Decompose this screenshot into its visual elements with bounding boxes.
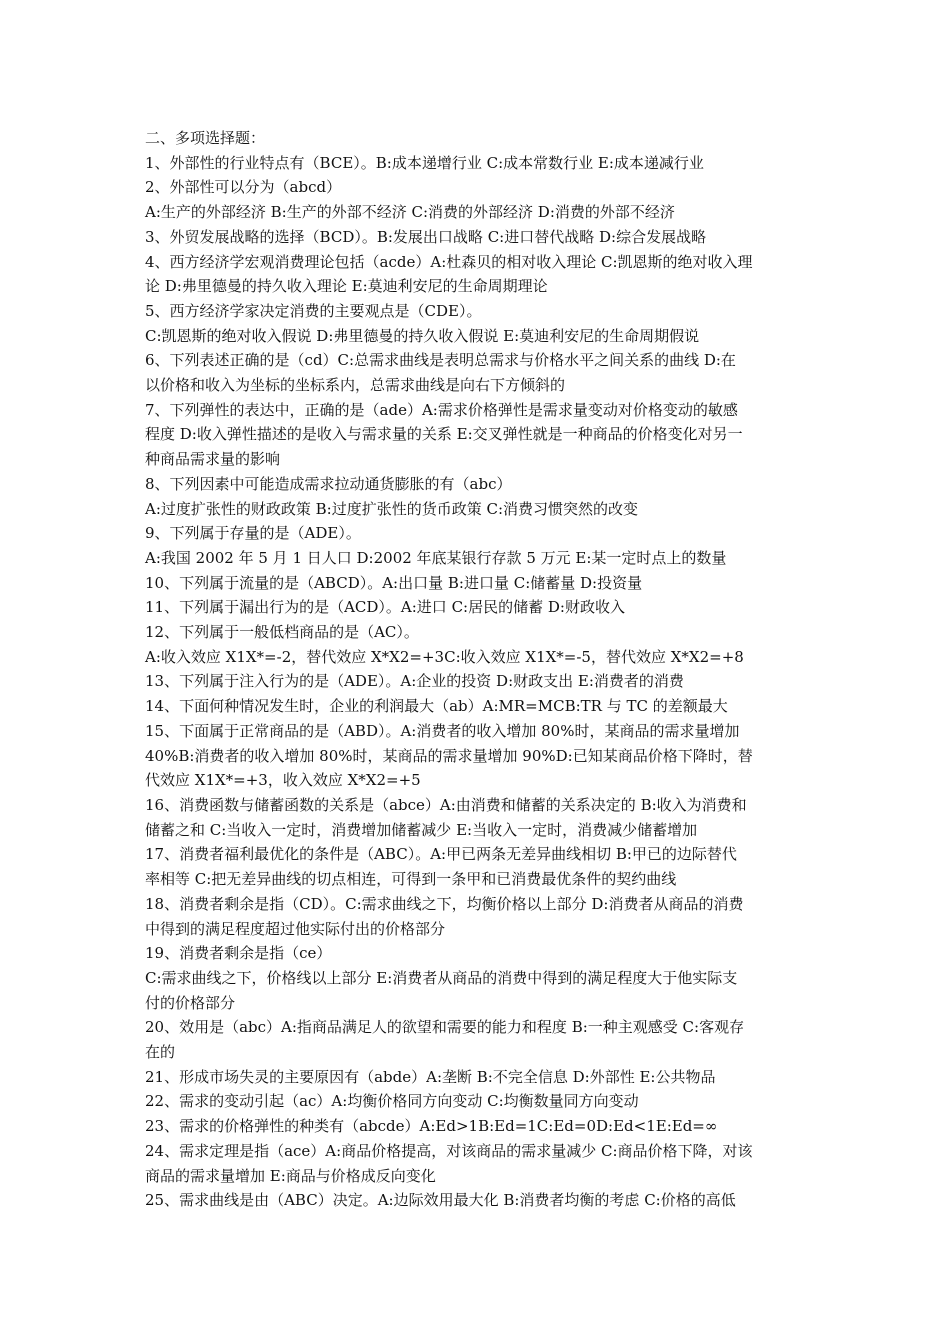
text-line: 20、效用是（abc）A:指商品满足人的欲望和需要的能力和程度 B:一种主观感受 C:客观存 xyxy=(145,1018,745,1037)
text-line: 21、形成市场失灵的主要原因有（abde）A:垄断 B:不完全信息 D:外部性 E:公共物品 xyxy=(145,1067,716,1086)
text-line: 17、消费者福利最优化的条件是（ABC）。A:甲已两条无差异曲线相切 B:甲已的边际替代 xyxy=(145,845,737,864)
text-line: 23、需求的价格弹性的种类有（abcde）A:Ed>1B:Ed=1C:Ed=0D:Ed<1E:Ed=∞ xyxy=(145,1117,718,1136)
text-line: 1、外部性的行业特点有（BCE）。B:成本递增行业 C:成本常数行业 E:成本递减行业 xyxy=(145,153,704,172)
text-line: 13、下列属于注入行为的是（ADE）。A:企业的投资 D:财政支出 E:消费者的消费 xyxy=(145,672,684,691)
text-line: 16、消费函数与储蓄函数的关系是（abce）A:由消费和储蓄的关系决定的 B:收入为消费和 xyxy=(145,795,747,814)
text-line: 14、下面何种情况发生时，企业的利润最大（ab）A:MR=MCB:TR 与 TC 的差额最大 xyxy=(145,697,728,716)
text-line: 代效应 X1X*=+3，收入效应 X*X2=+5 xyxy=(145,771,421,790)
text-line: 种商品需求量的影响 xyxy=(145,450,281,469)
text-line: 商品的需求量增加 E:商品与价格成反向变化 xyxy=(145,1166,436,1185)
text-line: A:过度扩张性的财政政策 B:过度扩张性的货币政策 C:消费习惯突然的改变 xyxy=(145,499,639,518)
text-line: 8、下列因素中可能造成需求拉动通货膨胀的有（abc） xyxy=(145,474,512,493)
text-line: 40%B:消费者的收入增加 80%时，某商品的需求量增加 90%D:已知某商品价格下降时，替 xyxy=(145,746,753,765)
text-line: 储蓄之和 C:当收入一定时，消费增加储蓄减少 E:当收入一定时，消费减少储蓄增加 xyxy=(145,820,698,839)
text-line: 中得到的满足程度超过他实际付出的价格部分 xyxy=(145,919,446,938)
text-line: 24、需求定理是指（ace）A:商品价格提高，对该商品的需求量减少 C:商品价格下降，对该 xyxy=(145,1141,753,1160)
text-line: C:凯恩斯的绝对收入假说 D:弗里德曼的持久收入假说 E:莫迪利安尼的生命周期假说 xyxy=(145,326,700,345)
text-line: C:需求曲线之下，价格线以上部分 E:消费者从商品的消费中得到的满足程度大于他实际支 xyxy=(145,968,738,987)
text-line: 5、西方经济学家决定消费的主要观点是（CDE）。 xyxy=(145,301,482,320)
text-line: 率相等 C:把无差异曲线的切点相连，可得到一条甲和已消费最优条件的契约曲线 xyxy=(145,870,677,889)
text-line: 22、需求的变动引起（ac）A:均衡价格同方向变动 C:均衡数量同方向变动 xyxy=(145,1092,639,1111)
text-line: 付的价格部分 xyxy=(145,993,236,1012)
text-line: 12、下列属于一般低档商品的是（AC）。 xyxy=(145,623,419,642)
text-line: A:生产的外部经济 B:生产的外部不经济 C:消费的外部经济 D:消费的外部不经济 xyxy=(145,203,675,222)
text-line: 在的 xyxy=(145,1043,176,1062)
text-line: 6、下列表述正确的是（cd）C:总需求曲线是表明总需求与价格水平之间关系的曲线 D:在 xyxy=(145,351,736,370)
text-line: 3、外贸发展战略的选择（BCD）。B:发展出口战略 C:进口替代战略 D:综合发展战略 xyxy=(145,227,707,246)
section-heading: 二、多项选择题： xyxy=(145,129,266,147)
text-line: A:收入效应 X1X*=-2，替代效应 X*X2=+3C:收入效应 X1X*=-5，替代效应 X*X2=+8 xyxy=(145,647,744,666)
text-line: 以价格和收入为坐标的坐标系内，总需求曲线是向右下方倾斜的 xyxy=(145,376,566,395)
text-line: 15、下面属于正常商品的是（ABD）。A:消费者的收入增加 80%时，某商品的需求量增加 xyxy=(145,721,740,740)
text-line: 论 D:弗里德曼的持久收入理论 E:莫迪利安尼的生命周期理论 xyxy=(145,277,548,296)
text-line: 4、西方经济学宏观消费理论包括（acde）A:杜森贝的相对收入理论 C:凯恩斯的绝对收入理 xyxy=(145,252,753,271)
text-line: 11、下列属于漏出行为的是（ACD）。A:进口 C:居民的储蓄 D:财政收入 xyxy=(145,598,625,617)
text-line: 9、下列属于存量的是（ADE）。 xyxy=(145,524,361,543)
text-line: 7、下列弹性的表达中，正确的是（ade）A:需求价格弹性是需求量变动对价格变动的敏感 xyxy=(145,400,738,419)
text-line: 19、消费者剩余是指（ce） xyxy=(145,944,332,963)
text-line: 程度 D:收入弹性描述的是收入与需求量的关系 E:交叉弹性就是一种商品的价格变化对另一 xyxy=(145,425,743,444)
text-line: 2、外部性可以分为（abcd） xyxy=(145,178,342,197)
document-body xyxy=(145,126,810,1213)
text-line: 25、需求曲线是由（ABC）决定。A:边际效用最大化 B:消费者均衡的考虑 C:价格的高低 xyxy=(145,1191,736,1210)
text-line: A:我国 2002 年 5 月 1 日人口 D:2002 年底某银行存款 5 万元 E:某一定时点上的数量 xyxy=(145,548,727,567)
text-line: 10、下列属于流量的是（ABCD）。A:出口量 B:进口量 C:储蓄量 D:投资量 xyxy=(145,573,643,592)
text-line: 18、消费者剩余是指（CD）。C:需求曲线之下，均衡价格以上部分 D:消费者从商品的消费 xyxy=(145,894,744,913)
